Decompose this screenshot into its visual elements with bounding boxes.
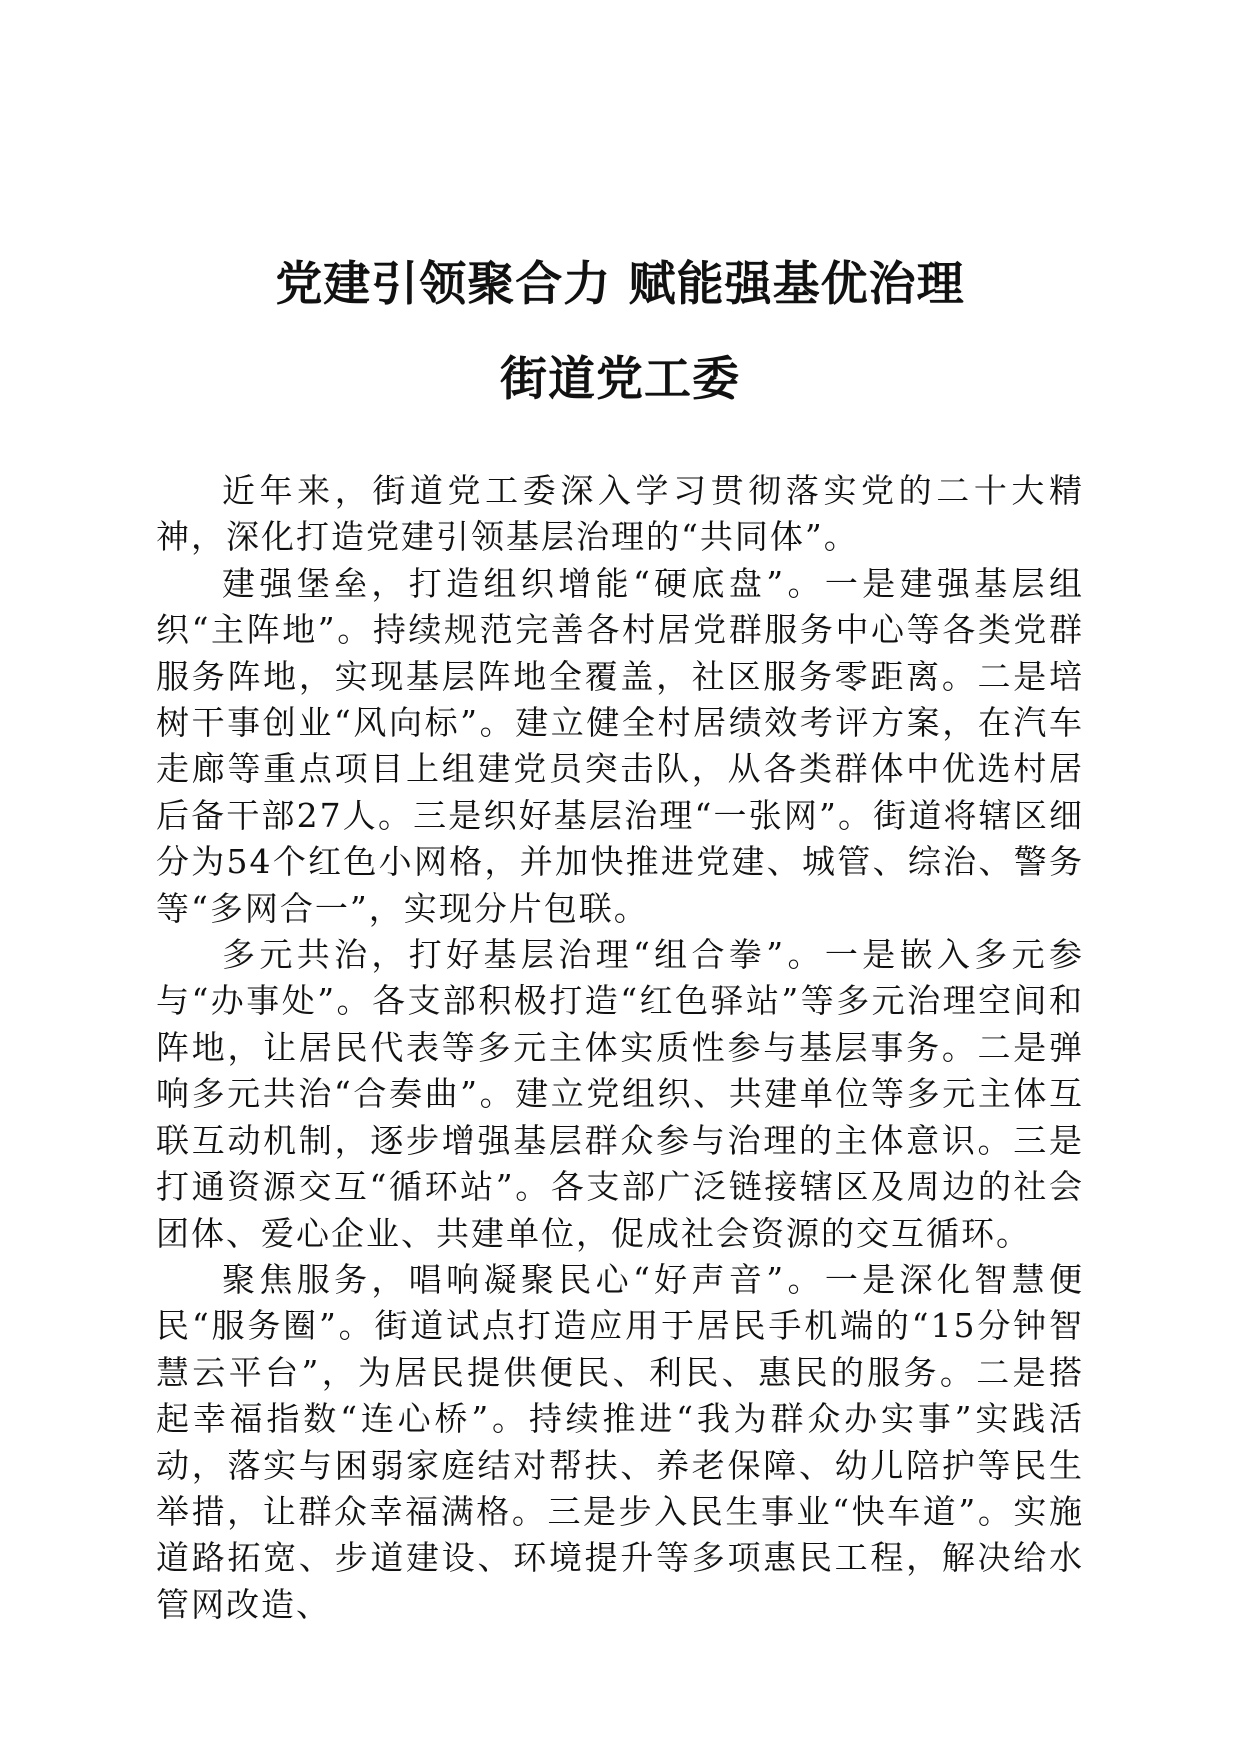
document-body: [156, 468, 1084, 1628]
paragraph-service: 聚焦服务，唱响凝聚民心“好声音”。一是深化智慧便民“服务圈”。街道试点打造应用于居民手机端的“15分钟智慧云平台”，为居民提供便民、利民、惠民的服务。二是搭起幸福指数“连心桥”。持续推进“我为群众办实事”实践活动，落实与困弱家庭结对帮扶、养老保障、幼儿陪护等民生举措，让群众幸福满格。三是步入民生事业“快车道”。实施道路拓宽、步道建设、环境提升等多项惠民工程，解决给水管网改造、: [156, 1259, 1084, 1624]
paragraph-intro: 近年来，街道党工委深入学习贯彻落实党的二十大精神，深化打造党建引领基层治理的“共同体”。: [156, 471, 1084, 557]
paragraph-organization: 建强堡垒，打造组织增能“硬底盘”。一是建强基层组织“主阵地”。持续规范完善各村居党群服务中心等各类党群服务阵地，实现基层阵地全覆盖，社区服务零距离。二是培树干事创业“风向标”。建立健全村居绩效考评方案，在汽车走廊等重点项目上组建党员突击队，从各类群体中优选村居后备干部27人。三是织好基层治理“一张网”。街道将辖区细分为54个红色小网格，并加快推进党建、城管、综治、警务等“多网合一”，实现分片包联。: [156, 563, 1084, 928]
document-author: 街道党工委: [500, 352, 740, 407]
document-title: 党建引领聚合力 赋能强基优治理: [275, 257, 965, 312]
paragraph-governance: 多元共治，打好基层治理“组合拳”。一是嵌入多元参与“办事处”。各支部积极打造“红色驿站”等多元治理空间和阵地，让居民代表等多元主体实质性参与基层事务。二是弹响多元共治“合奏曲”。建立党组织、共建单位等多元主体互联互动机制，逐步增强基层群众参与治理的主体意识。三是打通资源交互“循环站”。各支部广泛链接辖区及周边的社会团体、爱心企业、共建单位，促成社会资源的交互循环。: [156, 935, 1084, 1253]
